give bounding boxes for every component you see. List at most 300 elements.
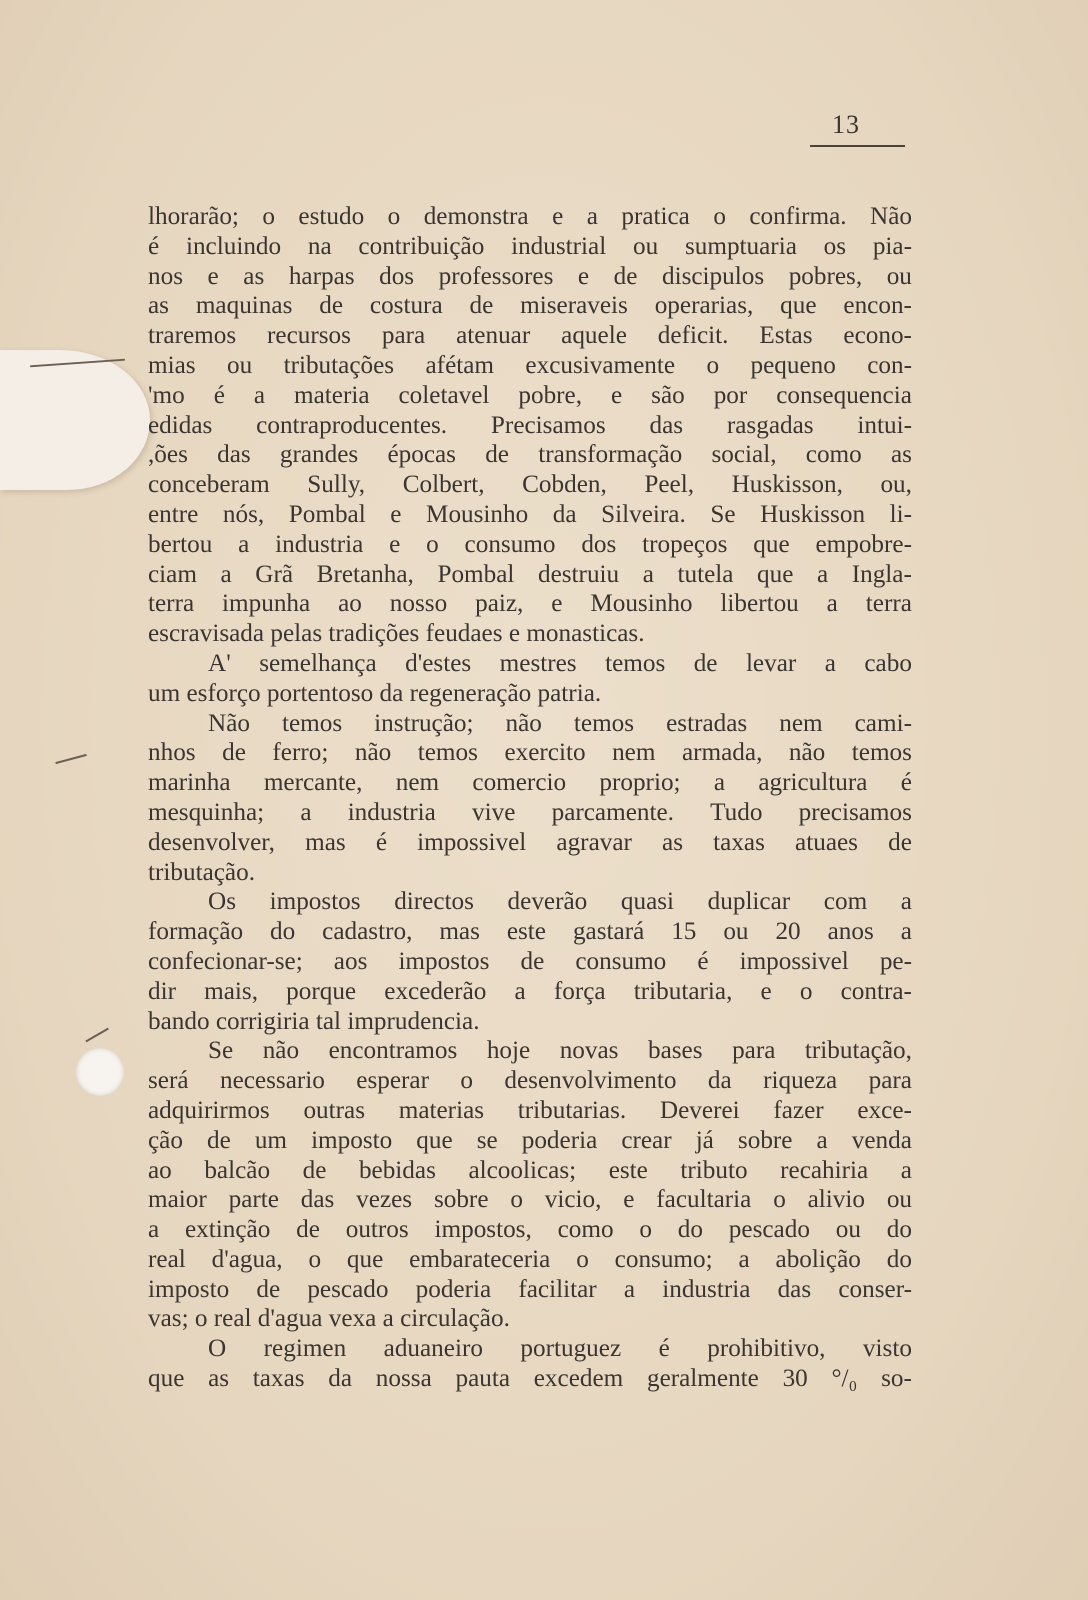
word: prohibitivo, [707, 1335, 826, 1363]
word: contra- [840, 977, 912, 1005]
word: discipulos [661, 262, 765, 290]
word: as [890, 441, 912, 469]
word: empobre- [815, 530, 912, 558]
word: nem [395, 769, 440, 797]
word: temos [851, 739, 912, 767]
word: outras [303, 1096, 366, 1124]
word: épocas [387, 441, 456, 469]
word: de [613, 262, 638, 290]
word: coletavel [398, 381, 490, 409]
word: das [649, 411, 684, 439]
word: da [328, 1365, 353, 1393]
ink-stroke [85, 1028, 108, 1042]
word: ciam [148, 560, 197, 588]
word: Pombal [437, 560, 515, 588]
word: e [577, 262, 590, 290]
word: já [695, 1126, 714, 1154]
word: alivio [807, 1186, 865, 1214]
word: da [552, 500, 577, 528]
text-line [148, 351, 912, 381]
word: entre [148, 500, 199, 528]
word: parcamente. [551, 798, 674, 826]
word: as [662, 828, 684, 856]
word: industria [275, 530, 364, 558]
word: Pombal [288, 500, 366, 528]
word: gastará [572, 918, 645, 946]
word: operarias, [654, 292, 754, 320]
word: Peel, [644, 471, 695, 499]
text-line [148, 619, 912, 649]
word: o [706, 351, 720, 379]
word: semelhança [259, 649, 377, 677]
word: excederão [384, 977, 487, 1005]
word: do [270, 918, 296, 946]
word: as [243, 262, 265, 290]
word: a [824, 649, 836, 677]
word: imposto [148, 1275, 230, 1303]
word: ou [835, 1216, 861, 1244]
word: econo- [843, 322, 912, 350]
text-line [148, 1156, 912, 1186]
word: Não [870, 203, 912, 230]
word: exce- [857, 1096, 912, 1124]
word: pobre, [518, 381, 583, 409]
word: de [207, 1126, 231, 1154]
word: costura [369, 292, 443, 320]
word: Os [208, 888, 236, 916]
word: as [148, 292, 169, 320]
word: os [823, 232, 847, 260]
word: como [805, 441, 862, 469]
word: facultaria [656, 1186, 752, 1214]
word: recursos [267, 322, 351, 350]
word: maquinas [195, 292, 293, 320]
word: nem [779, 709, 823, 737]
word: tributação, [804, 1037, 912, 1065]
word: recahiria [780, 1156, 869, 1184]
word: aos [333, 947, 368, 975]
word: pratica [621, 203, 690, 230]
word: marinha [148, 769, 231, 797]
word: que [757, 560, 794, 588]
word: a [586, 203, 598, 230]
text-line-content: bando corrigiria tal imprudencia. [148, 1007, 480, 1035]
word: o [387, 203, 401, 230]
word: a [738, 1245, 750, 1273]
text-line [148, 709, 912, 739]
word: Bretanha, [316, 560, 414, 588]
word: encontramos [328, 1037, 458, 1065]
word: aquele [561, 322, 627, 350]
word: instrução; [374, 709, 474, 737]
word: mas [439, 918, 480, 946]
ink-stroke [55, 754, 86, 764]
word: sobre [737, 1126, 793, 1154]
word: a [900, 918, 912, 946]
text-line [148, 768, 912, 798]
word: como [557, 1216, 614, 1244]
word: fazer [773, 1096, 824, 1124]
word: das [217, 441, 251, 469]
word: crear [621, 1126, 672, 1154]
word: e [207, 262, 219, 290]
word: a [148, 1216, 160, 1244]
word: um [254, 1126, 288, 1154]
word: precisamos [798, 798, 912, 826]
word: 15 [671, 918, 697, 946]
word: 30 [782, 1365, 808, 1393]
text-line [148, 381, 912, 411]
word: bases [647, 1037, 703, 1065]
word: pescado [728, 1216, 810, 1244]
word: ferro; [272, 739, 329, 767]
word: impossivel [739, 947, 849, 975]
word: nossa [375, 1365, 432, 1393]
word: este [506, 918, 546, 946]
word: a [623, 1275, 636, 1303]
word: desenvolver, [148, 828, 275, 856]
word: tributaria, [633, 977, 733, 1005]
word: é [213, 381, 225, 409]
word: nem [612, 739, 656, 767]
word: não [505, 709, 542, 737]
word: estradas [666, 709, 748, 737]
word: ou [723, 918, 749, 946]
word: Silveira. [601, 500, 686, 528]
text-line [148, 411, 912, 441]
word: é [900, 769, 912, 797]
word: a [300, 798, 312, 826]
word: são [651, 381, 685, 409]
word: O [208, 1335, 227, 1363]
text-line [148, 858, 912, 888]
word: embarateceria [409, 1245, 551, 1273]
word: materia [294, 381, 370, 409]
word: o [262, 203, 275, 230]
word: de [469, 292, 494, 320]
word: paiz, [475, 590, 524, 618]
word: libertou [720, 590, 799, 618]
word: de [888, 828, 912, 856]
word: que [416, 1126, 453, 1154]
text-line [148, 202, 912, 232]
word: Colbert, [402, 471, 485, 499]
word: demonstra [423, 203, 529, 230]
word: industria [662, 1275, 751, 1303]
word: que [780, 292, 817, 320]
word: e [551, 590, 563, 618]
word: d'agua, [211, 1245, 283, 1273]
word: A' [208, 649, 231, 677]
word: o [308, 1245, 322, 1273]
word: nos [148, 262, 183, 290]
word: aduaneiro [383, 1335, 483, 1363]
word: 20 [775, 918, 801, 946]
word: consumo [464, 530, 556, 558]
word: se [476, 1126, 498, 1154]
word: Huskisson, [731, 471, 843, 499]
word: poderia [415, 1275, 492, 1303]
word: o [426, 530, 439, 558]
word: atenuar [456, 322, 531, 350]
word: Deverei [659, 1096, 740, 1124]
text-line [148, 887, 912, 917]
word: social, [711, 441, 777, 469]
word: cabo [864, 649, 912, 677]
word: anos [827, 918, 874, 946]
word: ao [148, 1156, 172, 1184]
punch-hole [76, 1048, 124, 1096]
word: a [642, 560, 654, 588]
word: miseraveis [520, 292, 628, 320]
word: a [253, 381, 266, 409]
word: necessario [219, 1067, 325, 1095]
word: materias [398, 1096, 485, 1124]
word: so- [881, 1365, 912, 1393]
text-line-content: vas; o real d'agua vexa a circulação. [148, 1305, 510, 1333]
word: incluindo [185, 232, 282, 260]
text-line [148, 1007, 912, 1037]
text-line [148, 917, 912, 947]
text-line [148, 1036, 912, 1066]
word: ção [148, 1126, 183, 1154]
word: que [346, 1245, 384, 1273]
word: visto [862, 1335, 912, 1363]
word: confirma. [749, 203, 847, 230]
text-line [148, 440, 912, 470]
text-line [148, 1334, 912, 1364]
word: temos [573, 709, 635, 737]
word: alcoolicas; [468, 1156, 577, 1184]
word: das [777, 1275, 812, 1303]
word: mias [148, 351, 196, 379]
text-line [148, 1096, 912, 1126]
word: a [220, 560, 232, 588]
word: taxas [252, 1365, 305, 1393]
word: e [760, 977, 772, 1005]
word: pia- [872, 232, 912, 260]
word: para [381, 322, 426, 350]
word: a [816, 1126, 828, 1154]
word: a [900, 1156, 912, 1184]
word: mais, [204, 977, 259, 1005]
page-number: 13 [832, 110, 860, 139]
word: vicio, [544, 1186, 602, 1214]
word: abolição [775, 1245, 861, 1273]
word: de [520, 947, 545, 975]
text-line [148, 738, 912, 768]
word: e [390, 500, 402, 528]
word: da [707, 1067, 732, 1095]
text-line [148, 679, 912, 709]
text-line [148, 530, 912, 560]
word: adquirirmos [148, 1096, 270, 1124]
word: industrial [511, 232, 607, 260]
word: pobres, [788, 262, 863, 290]
word: e [611, 381, 623, 409]
text-line [148, 1304, 912, 1334]
word: professores [438, 262, 554, 290]
word: de [222, 739, 246, 767]
word: temos [417, 739, 478, 767]
word: ou [886, 262, 912, 290]
word: ou, [880, 471, 912, 499]
word: consumo [575, 947, 667, 975]
word: pauta [455, 1365, 511, 1393]
word: e [389, 530, 401, 558]
word: excedem [533, 1365, 624, 1393]
word: a [238, 530, 250, 558]
word: imposto [311, 1126, 393, 1154]
word: de [256, 1275, 281, 1303]
word: do [886, 1245, 912, 1273]
text-line [148, 232, 912, 262]
text-line [148, 1185, 912, 1215]
text-line-content: um esforço portentoso da regeneração patria. [148, 679, 602, 707]
text-line [148, 291, 912, 321]
word: o [713, 203, 726, 230]
word: temos [605, 649, 666, 677]
word: comercio [472, 769, 567, 797]
word: atuaes [795, 828, 858, 856]
word: a [826, 590, 838, 618]
word: hoje [486, 1037, 531, 1065]
text-line [148, 947, 912, 977]
word: novas [559, 1037, 619, 1065]
word: é [148, 232, 160, 260]
word: tributações [283, 351, 395, 379]
word: industria [347, 798, 436, 826]
word: não [354, 739, 392, 767]
word: Huskisson [760, 500, 866, 528]
text-line [148, 500, 912, 530]
word: Ingla- [851, 560, 912, 588]
text-line [148, 1364, 912, 1394]
word: venda [851, 1126, 912, 1154]
word: dos [581, 530, 617, 558]
word: pe- [879, 947, 912, 975]
word: tributo [680, 1156, 748, 1184]
word: rasgadas [726, 411, 814, 439]
word: o [639, 1216, 652, 1244]
word: regimen [263, 1335, 347, 1363]
text-line [148, 649, 912, 679]
text-line [148, 1215, 912, 1245]
word: sobre [433, 1186, 489, 1214]
text-line [148, 1245, 912, 1275]
word: sumptuaria [684, 232, 797, 260]
word: real [148, 1245, 186, 1273]
word: esperar [356, 1067, 429, 1095]
word: com [823, 888, 868, 916]
word: vive [472, 798, 516, 826]
word: ,ões [148, 441, 188, 469]
word: confecionar-se; [148, 947, 303, 975]
text-line [148, 1126, 912, 1156]
word: temos [281, 709, 343, 737]
word: será [148, 1067, 189, 1095]
word: harpas [288, 262, 355, 290]
word: nosso [389, 590, 448, 618]
word: grandes [279, 441, 359, 469]
word: que [148, 1365, 185, 1393]
word: Tudo [710, 798, 763, 826]
word: Se [208, 1037, 234, 1065]
word: a [514, 977, 526, 1005]
word: nós, [222, 500, 265, 528]
word: mesquinha; [148, 798, 265, 826]
word: d'estes [405, 649, 472, 677]
word: que [753, 530, 790, 558]
word: mercante, [263, 769, 363, 797]
word: Estas [759, 322, 813, 350]
word: Cobden, [522, 471, 607, 499]
word: na [307, 232, 332, 260]
word: afétam [425, 351, 495, 379]
word: armada, [681, 739, 763, 767]
word: e [623, 1186, 635, 1214]
word: de [296, 1216, 320, 1244]
word: este [608, 1156, 648, 1184]
word: tutela [677, 560, 734, 588]
text-line-content: tributação. [148, 858, 255, 886]
word: extinção [185, 1216, 271, 1244]
word: con- [867, 351, 912, 379]
word: outros [345, 1216, 409, 1244]
text-line [148, 589, 912, 619]
word: 'mo [148, 381, 185, 409]
word: deficit. [657, 322, 729, 350]
word: o [510, 1186, 523, 1214]
word: não [262, 1037, 300, 1065]
word: balcão [204, 1156, 271, 1184]
text-line [148, 470, 912, 500]
word: duplicar [707, 888, 791, 916]
body-text [148, 202, 912, 1394]
word: o [773, 1186, 786, 1214]
word: contribuição [358, 232, 485, 260]
word: vezes [356, 1186, 413, 1214]
word: as [208, 1365, 230, 1393]
word: poderia [521, 1126, 598, 1154]
word: impossivel [417, 828, 527, 856]
word: estudo [298, 203, 365, 230]
word: conser- [838, 1275, 912, 1303]
text-line [148, 1066, 912, 1096]
word: Precisamos [490, 411, 606, 439]
word: o [576, 1245, 589, 1273]
word: portuguez [520, 1335, 622, 1363]
word: riqueza [763, 1067, 838, 1095]
word: conceberam [148, 471, 270, 499]
word: tributarias. [517, 1096, 627, 1124]
word: proprio; [599, 769, 681, 797]
word: de [485, 441, 509, 469]
word: impostos, [434, 1216, 532, 1244]
word: destruiu [537, 560, 620, 588]
word: para [732, 1037, 776, 1065]
word: lhorarão; [148, 203, 239, 230]
word: formação [148, 918, 244, 946]
word: agravar [556, 828, 632, 856]
word: tropeços [642, 530, 728, 558]
text-line [148, 977, 912, 1007]
word: maior [148, 1186, 207, 1214]
word: excusivamente [525, 351, 676, 379]
word: impostos [398, 947, 490, 975]
word: a [816, 560, 829, 588]
word: o [460, 1067, 473, 1095]
